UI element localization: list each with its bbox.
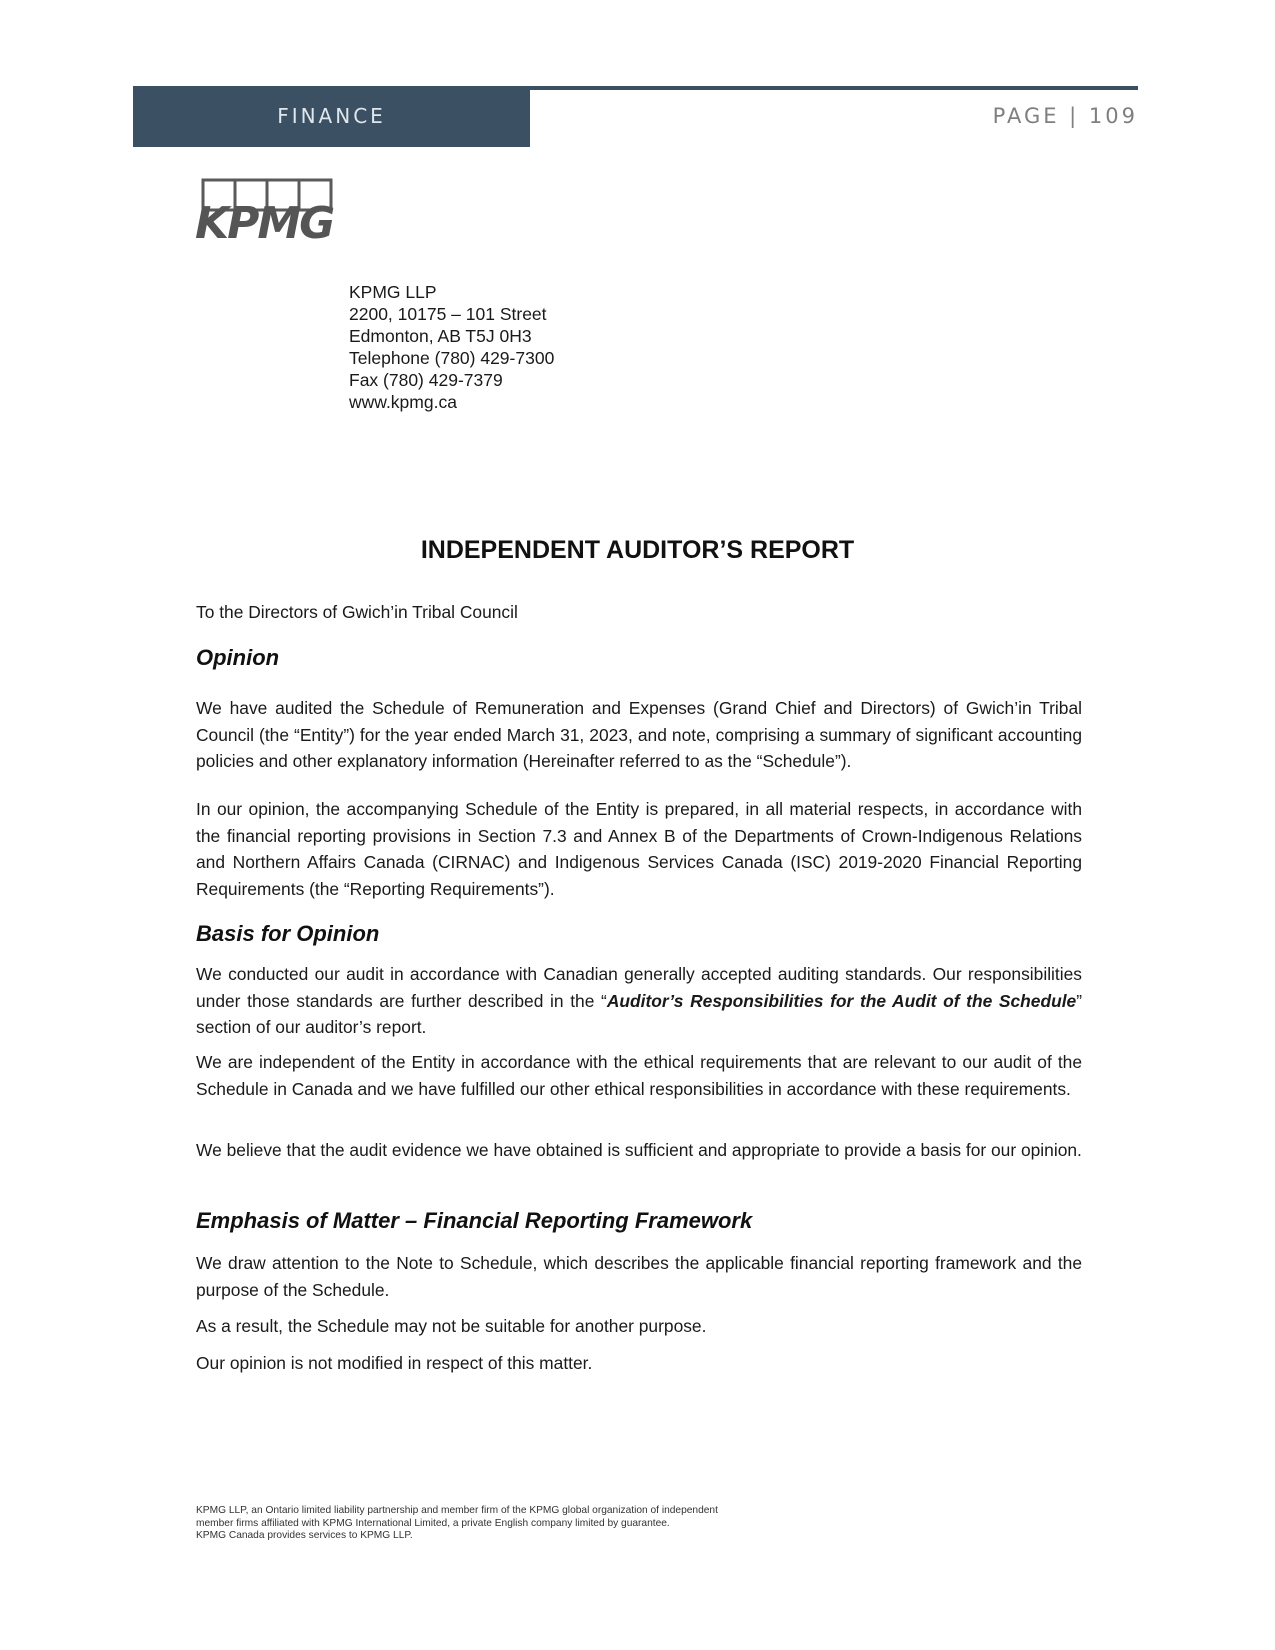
opinion-paragraph-1	[196, 695, 1082, 775]
kpmg-logo-wordmark: KPMG	[195, 198, 334, 244]
basis-paragraph-1	[196, 961, 1082, 1041]
emphasis-paragraph-2-text: As a result, the Schedule may not be suitable for another purpose.	[196, 1316, 707, 1336]
firm-address	[349, 281, 554, 413]
footer-line-1: KPMG LLP, an Ontario limited liability partnership and member firm of the KPMG global organization of independent	[196, 1505, 718, 1516]
emphasis-heading: Emphasis of Matter – Financial Reporting Framework	[196, 1208, 753, 1233]
addressee-text: To the Directors of Gwich’in Tribal Council	[196, 602, 518, 622]
section-tab	[133, 86, 530, 147]
opinion-paragraph-2	[196, 796, 1082, 902]
report-title: INDEPENDENT AUDITOR’S REPORT	[420, 536, 855, 564]
basis-paragraph-3	[196, 1137, 1082, 1164]
basis-p1-end: ” section of our auditor’s report.	[196, 990, 1082, 1037]
firm-name: KPMG LLP	[349, 282, 437, 302]
section-label: FINANCE	[277, 104, 386, 128]
header-rule	[530, 86, 1138, 90]
website: www.kpmg.ca	[349, 392, 457, 412]
emphasis-paragraph-1	[196, 1250, 1082, 1303]
basis-paragraph-3-text: We believe that the audit evidence we have obtained is sufficient and appropriate to provide a basis for our opinion.	[196, 1140, 1082, 1160]
telephone: Telephone (780) 429-7300	[349, 348, 555, 368]
footer-line-3: KPMG Canada provides services to KPMG LLP.	[196, 1530, 413, 1541]
emphasis-paragraph-2	[196, 1313, 1082, 1340]
footer-line-2: member firms affiliated with KPMG International Limited, a private English company limited by guarantee.	[196, 1517, 670, 1529]
addressee	[196, 599, 1082, 626]
kpmg-logo	[195, 178, 345, 244]
city-address: Edmonton, AB T5J 0H3	[349, 326, 532, 346]
kpmg-logo-graphic	[195, 178, 345, 244]
basis-p1-emphasis: Auditor’s Responsibilities for the Audit of the Schedule	[606, 990, 1077, 1011]
basis-paragraph-2-text: We are independent of the Entity in accordance with the ethical requirements that are relevant to our audit of the Schedule in Canada and we have fulfilled our other ethical responsibilities in accordance with these requirements.	[196, 1052, 1082, 1099]
legal-footer	[196, 1505, 718, 1543]
basis-paragraph-2	[196, 1049, 1082, 1102]
basis-p1-start: We conducted our audit in accordance with Canadian generally accepted auditing standards. Our responsibilities under those standards are further described in the “	[196, 964, 1082, 1011]
emphasis-paragraph-3-text: Our opinion is not modified in respect of this matter.	[196, 1353, 593, 1373]
street-address: 2200, 10175 – 101 Street	[349, 304, 547, 324]
opinion-paragraph-1-text: We have audited the Schedule of Remuneration and Expenses (Grand Chief and Directors) of Gwich’in Tribal Council (the “Entity”) for the year ended March 31, 2023, and note, comprising a summary of significant accounting policies and other explanatory information (Hereinafter referred to as the “Schedule”).	[196, 698, 1082, 771]
basis-heading: Basis for Opinion	[196, 921, 380, 946]
opinion-paragraph-2-text: In our opinion, the accompanying Schedule of the Entity is prepared, in all material respects, in accordance with the financial reporting provisions in Section 7.3 and Annex B of the Departments of Crown-Indigenous Relations and Northern Affairs Canada (CIRNAC) and Indigenous Services Canada (ISC) 2019-2020 Financial Reporting Requirements (the “Reporting Requirements”).	[196, 799, 1082, 899]
page-number: PAGE | 109	[992, 104, 1138, 128]
emphasis-paragraph-3	[196, 1350, 1082, 1377]
emphasis-paragraph-1-text: We draw attention to the Note to Schedule, which describes the applicable financial reporting framework and the purpose of the Schedule.	[196, 1253, 1082, 1300]
basis-paragraph-1-text	[196, 961, 1082, 1041]
fax: Fax (780) 429-7379	[349, 370, 503, 390]
opinion-heading: Opinion	[196, 645, 280, 670]
